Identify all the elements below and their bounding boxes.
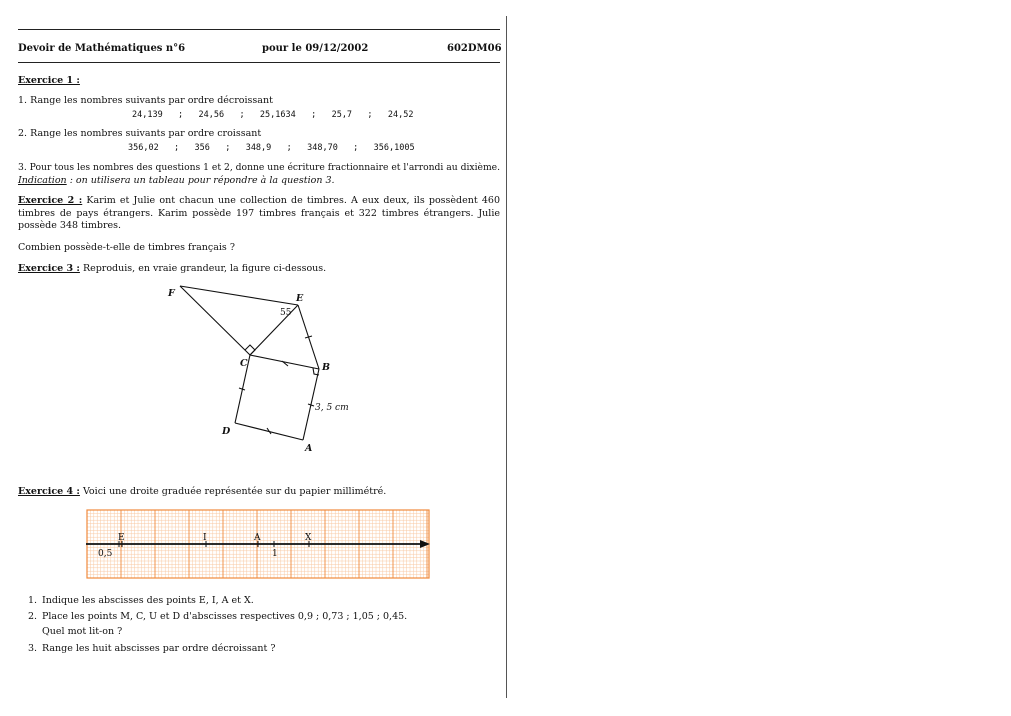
angle-label: 55 <box>280 308 292 318</box>
ex1-question-2: 2. Range les nombres suivants par ordre croissant <box>18 128 262 139</box>
exercise-2-title: Exercice 2 : <box>18 195 83 206</box>
indication-text: : on utilisera un tableau pour répondre à la question 3. <box>66 175 335 186</box>
ex1-q2-values: 356,02 ; 356 ; 348,9 ; 348,70 ; 356,1005 <box>128 143 415 153</box>
label-f: F <box>168 288 175 299</box>
label-a: A <box>305 443 313 454</box>
graph-paper <box>86 509 432 581</box>
length-label: 3, 5 cm <box>315 403 349 413</box>
indication-label: Indication <box>18 175 67 186</box>
label-e: E <box>296 293 304 304</box>
segment-cb <box>250 355 319 369</box>
exercise-4-line <box>18 486 386 498</box>
due-date: pour le 09/12/2002 <box>262 43 369 54</box>
ex4-question-2-followup: Quel mot lit-on ? <box>42 626 123 637</box>
ex1-question-3: 3. Pour tous les nombres des questions 1 et 2, donne une écriture fractionnaire et l'arrondi au dixième. <box>18 162 501 173</box>
axis-label-0-5: 0,5 <box>98 549 113 559</box>
axis-label-a: A <box>254 533 261 543</box>
ex3-text: Reproduis, en vraie grandeur, la figure ci-dessous. <box>79 263 327 274</box>
exercise-1-title: Exercice 1 : <box>18 75 80 86</box>
right-angle-mark-c <box>245 345 255 355</box>
axis-label-i: I <box>203 533 207 543</box>
ex4-question-2: 2. Place les points M, C, U et D d'abscisses respectives 0,9 ; 0,73 ; 1,05 ; 0,45. <box>28 611 408 622</box>
exercise-4-title: Exercice 4 : <box>18 486 80 497</box>
label-c: C <box>240 358 248 369</box>
ex2-text: Karim et Julie ont chacun une collection de timbres. A eux deux, ils possèdent 460 timbres de pays étrangers. Karim possède 197 timbres français et 322 timbres étrangers. Julie possède 348 timbres. <box>18 195 500 231</box>
ex2-question: Combien possède-t-elle de timbres français ? <box>18 242 235 253</box>
label-d: D <box>222 426 231 437</box>
axis-label-1: 1 <box>272 549 278 559</box>
ex1-question-1: 1. Range les nombres suivants par ordre décroissant <box>18 95 273 106</box>
ex1-q1-values: 24,139 ; 24,56 ; 25,1634 ; 25,7 ; 24,52 <box>132 110 414 120</box>
label-b: B <box>322 362 331 373</box>
axis-label-x: X <box>305 533 312 543</box>
ex4-question-3: 3. Range les huit abscisses par ordre décroissant ? <box>28 643 276 654</box>
exercise-3-title: Exercice 3 : <box>18 263 80 274</box>
ex4-text: Voici une droite graduée représentée sur du papier millimétré. <box>79 486 387 497</box>
document-code: 602DM06 <box>447 43 502 54</box>
ex4-question-1: 1. Indique les abscisses des points E, I, A et X. <box>28 595 254 606</box>
segment-fc <box>180 286 250 355</box>
segment-fe <box>180 286 298 305</box>
document-title: Devoir de Mathématiques n°6 <box>18 43 186 54</box>
axis-label-e: E <box>118 533 125 543</box>
